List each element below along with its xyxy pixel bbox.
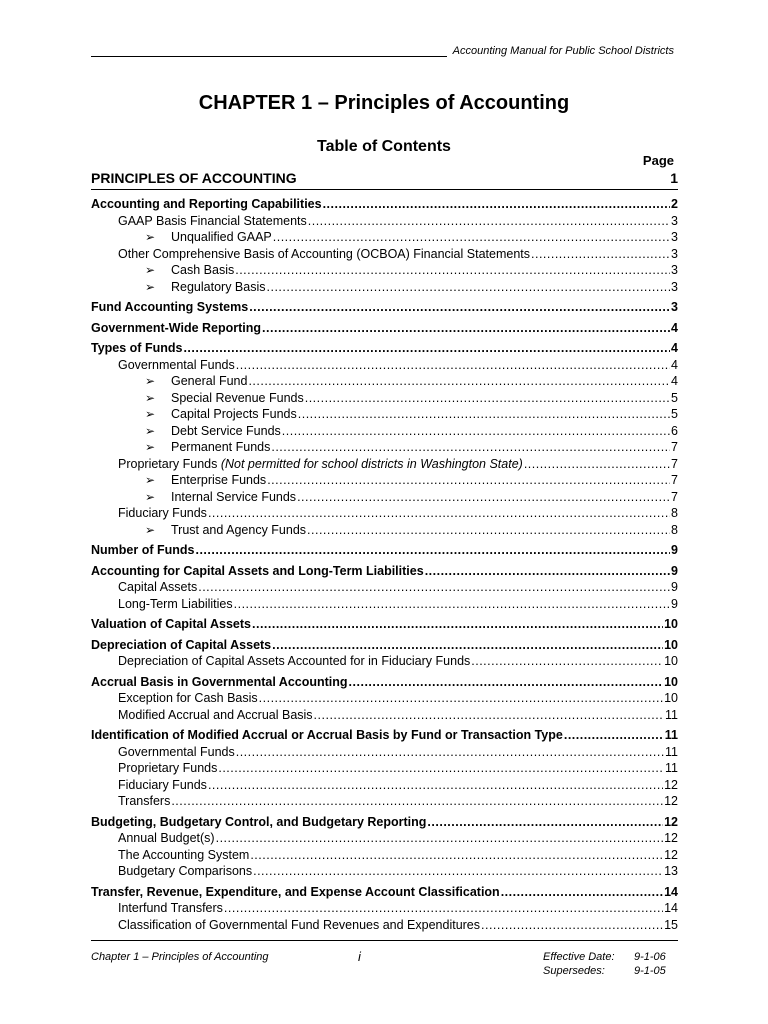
toc-entry[interactable]: [118, 357, 678, 373]
toc-entry-page: 2: [671, 197, 678, 211]
dot-leader: [208, 777, 663, 793]
toc-entry[interactable]: [91, 884, 678, 900]
toc-entry-page: 11: [665, 761, 678, 775]
footer-effective-label: Effective Date:: [543, 951, 615, 963]
toc-entry-title: Trust and Agency Funds: [171, 522, 307, 537]
toc-entry-title: Accounting for Capital Assets and Long-Term Liabilities: [91, 563, 424, 578]
toc-entry-page: 7: [671, 473, 678, 487]
toc-entry-page: 4: [671, 341, 678, 355]
toc-entry[interactable]: [118, 707, 678, 723]
toc-entry[interactable]: [145, 262, 678, 278]
toc-entry-page: 9: [671, 543, 678, 557]
toc-entry[interactable]: [145, 229, 678, 245]
dot-leader: [501, 884, 663, 900]
toc-entry-title: Other Comprehensive Basis of Accounting (OCBOA) Financial Statements: [118, 246, 530, 261]
toc-entry[interactable]: [145, 423, 678, 439]
dot-leader: [267, 472, 670, 488]
toc-entry-page: 8: [671, 522, 678, 537]
arrow-bullet-icon: ➢: [145, 423, 156, 438]
toc-entry[interactable]: [145, 439, 678, 455]
toc-entry-title: Special Revenue Funds: [171, 390, 304, 405]
toc-entry-title: Internal Service Funds: [171, 489, 297, 504]
dot-leader: [250, 847, 663, 863]
toc-title: Table of Contents: [317, 138, 451, 155]
toc-entry-page: 3: [671, 300, 678, 314]
section-heading-label: PRINCIPLES OF ACCOUNTING: [91, 170, 297, 186]
toc-entry-page: 6: [671, 423, 678, 438]
footer-page-number: i: [358, 949, 361, 964]
toc-entry-page: 8: [671, 506, 678, 520]
toc-entry[interactable]: [145, 522, 678, 538]
toc-entry-title: Cash Basis: [171, 263, 235, 277]
toc-entry-title: Classification of Governmental Fund Revenues and Expenditures: [118, 917, 481, 932]
toc-entry[interactable]: [91, 196, 678, 212]
toc-entry-note: (Not permitted for school districts in Washington State): [220, 456, 523, 471]
dot-leader: [218, 760, 664, 776]
toc-entry-title: Long-Term Liabilities: [118, 596, 233, 611]
toc-entry-page: 11: [664, 728, 678, 742]
dot-leader: [305, 390, 670, 406]
arrow-bullet-icon: ➢: [145, 230, 156, 244]
toc-entry-page: 13: [664, 864, 678, 878]
toc-entry-page: 14: [664, 884, 678, 899]
toc-entry-title: Transfer, Revenue, Expenditure, and Expense Account Classification: [91, 884, 500, 899]
toc-entry[interactable]: [118, 456, 678, 472]
footer-effective-value: 9-1-06: [634, 951, 666, 963]
arrow-bullet-icon: ➢: [145, 407, 156, 421]
toc-entry[interactable]: [118, 690, 678, 706]
toc-entry[interactable]: [118, 900, 678, 916]
toc-entry-page: 10: [664, 691, 678, 705]
arrow-bullet-icon: ➢: [145, 473, 156, 487]
running-header: Accounting Manual for Public School Districts: [452, 45, 674, 57]
toc-entry-title: Number of Funds: [91, 543, 195, 557]
toc-entry-title: Debt Service Funds: [171, 423, 281, 438]
arrow-bullet-icon: ➢: [145, 489, 156, 504]
dot-leader: [234, 596, 670, 612]
arrow-bullet-icon: ➢: [145, 374, 156, 388]
toc-entry-title: Depreciation of Capital Assets: [91, 637, 272, 652]
toc-entry[interactable]: [118, 760, 678, 776]
toc-entry-page: 12: [664, 814, 678, 829]
dot-leader: [249, 299, 670, 315]
dot-leader: [427, 814, 663, 830]
section-heading[interactable]: [91, 169, 678, 190]
toc-entry-page: 11: [665, 707, 678, 722]
dot-leader: [236, 744, 664, 760]
toc-entry[interactable]: [118, 847, 678, 863]
dot-leader: [564, 727, 664, 743]
dot-leader: [524, 456, 670, 472]
toc-entry-page: 5: [671, 407, 678, 421]
toc-entry[interactable]: [145, 472, 678, 488]
toc-entry-title: Proprietary Funds (Not permitted for school districts in Washington State): [118, 456, 523, 471]
dot-leader: [267, 279, 671, 295]
toc-entry[interactable]: [118, 917, 678, 933]
toc-entry-title: Fiduciary Funds: [118, 506, 207, 520]
toc-entry-title: Types of Funds: [91, 341, 183, 355]
dot-leader: [195, 542, 670, 558]
toc-entry-title: Governmental Funds: [118, 744, 235, 759]
arrow-bullet-icon: ➢: [145, 263, 156, 277]
toc-entry-page: 10: [664, 617, 678, 631]
dot-leader: [308, 213, 670, 229]
toc-entry[interactable]: [118, 863, 678, 879]
toc-entry[interactable]: [91, 616, 678, 632]
toc-entry-title: Budgetary Comparisons: [118, 864, 253, 878]
footer-chapter: Chapter 1 – Principles of Accounting: [91, 951, 269, 963]
toc-entry-title: Proprietary Funds: [118, 761, 218, 775]
arrow-bullet-icon: ➢: [145, 390, 156, 405]
toc-entry[interactable]: [91, 814, 678, 830]
toc-entry[interactable]: [91, 340, 678, 356]
toc-entry[interactable]: [145, 489, 678, 505]
dot-leader: [262, 320, 670, 336]
toc-entry-title: Fiduciary Funds: [118, 777, 207, 792]
toc-entry-page: 11: [665, 744, 678, 759]
dot-leader: [224, 900, 663, 916]
toc-entry-page: 4: [671, 320, 678, 335]
dot-leader: [297, 489, 670, 505]
toc-entry-title: Annual Budget(s): [118, 831, 215, 845]
toc-entry-page: 3: [671, 213, 678, 228]
toc-entry[interactable]: [145, 279, 678, 295]
arrow-bullet-icon: ➢: [145, 440, 156, 454]
toc-entry[interactable]: [118, 246, 678, 262]
toc-entry-page: 12: [664, 831, 678, 845]
toc-entry-page: 4: [671, 374, 678, 388]
toc-entry[interactable]: [118, 579, 678, 595]
toc-entry-page: 3: [671, 263, 678, 277]
toc-entry-page: 7: [671, 489, 678, 504]
toc-entry[interactable]: [91, 674, 678, 690]
toc-entry-title: Enterprise Funds: [171, 473, 267, 487]
toc-entry[interactable]: [91, 727, 678, 743]
toc-entry-page: 7: [671, 456, 678, 471]
toc-entry-page: 12: [664, 847, 678, 862]
dot-leader: [259, 690, 663, 706]
toc-entry-title: Government-Wide Reporting: [91, 320, 262, 335]
toc-entry-title: Capital Assets: [118, 580, 198, 594]
footer-supersedes-label: Supersedes:: [543, 965, 605, 977]
toc-entry[interactable]: [118, 505, 678, 521]
chapter-title: CHAPTER 1 – Principles of Accounting: [198, 92, 570, 114]
toc-entry-title: Exception for Cash Basis: [118, 691, 258, 705]
toc-entry-page: 3: [671, 279, 678, 294]
toc-entry-page: 15: [664, 917, 678, 932]
dot-leader: [481, 917, 663, 933]
dot-leader: [253, 863, 663, 879]
toc-entry[interactable]: [118, 596, 678, 612]
toc-entry-page: 14: [664, 901, 678, 915]
toc-entry-title: Permanent Funds: [171, 440, 271, 454]
page-column-label: Page: [642, 153, 674, 168]
toc-entry[interactable]: [91, 637, 678, 653]
toc-entry-page: 10: [664, 637, 678, 652]
toc-entry-title: Regulatory Basis: [171, 279, 266, 294]
toc-entry-title: Governmental Funds: [118, 357, 235, 372]
toc-entry[interactable]: [145, 406, 678, 422]
toc-entry-title: Interfund Transfers: [118, 901, 223, 915]
toc-entry-title: Fund Accounting Systems: [91, 300, 249, 314]
dot-leader: [323, 196, 670, 212]
dot-leader: [471, 653, 663, 669]
toc-entry-title: GAAP Basis Financial Statements: [118, 213, 307, 228]
dot-leader: [272, 637, 663, 653]
toc-entry-title: Depreciation of Capital Assets Accounted for in Fiduciary Funds: [118, 654, 471, 668]
toc-entry[interactable]: [118, 830, 678, 846]
toc-entry[interactable]: [118, 653, 678, 669]
dot-leader: [307, 522, 670, 538]
dot-leader: [252, 616, 663, 632]
footer-supersedes-value: 9-1-05: [634, 965, 666, 977]
toc-entry-page: 5: [671, 390, 678, 405]
dot-leader: [183, 340, 670, 356]
toc-entry-title: Capital Projects Funds: [171, 407, 297, 421]
dot-leader: [248, 373, 670, 389]
toc-entry[interactable]: [118, 793, 678, 809]
footer-rule: [91, 940, 678, 941]
toc-entry-title: Identification of Modified Accrual or Accrual Basis by Fund or Transaction Type: [91, 728, 563, 742]
toc-entry-page: 9: [671, 580, 678, 594]
toc-entry-title: The Accounting System: [118, 847, 250, 862]
dot-leader: [314, 707, 664, 723]
toc-entry[interactable]: [145, 373, 678, 389]
toc-entry-page: 10: [664, 674, 678, 689]
dot-leader: [271, 439, 670, 455]
dot-leader: [208, 505, 670, 521]
toc-entry-page: 12: [664, 777, 678, 792]
toc-entry-page: 9: [671, 563, 678, 578]
toc-entry-title: Modified Accrual and Accrual Basis: [118, 707, 313, 722]
dot-leader: [298, 406, 670, 422]
toc-entry-title: Transfers: [118, 794, 171, 808]
toc-entry-title: Valuation of Capital Assets: [91, 617, 251, 631]
toc-entry[interactable]: [91, 299, 678, 315]
dot-leader: [273, 229, 670, 245]
toc-entry-page: 4: [671, 357, 678, 372]
dot-leader: [235, 262, 670, 278]
dot-leader: [425, 563, 670, 579]
toc-entry[interactable]: [118, 777, 678, 793]
toc-entry-title: Accrual Basis in Governmental Accounting: [91, 674, 348, 689]
toc-entry-page: 7: [671, 440, 678, 454]
toc-entry[interactable]: [118, 213, 678, 229]
dot-leader: [282, 423, 670, 439]
toc-entry-title: Unqualified GAAP: [171, 230, 272, 244]
toc-entry-page: 3: [671, 230, 678, 244]
arrow-bullet-icon: ➢: [145, 279, 156, 294]
arrow-bullet-icon: ➢: [145, 522, 156, 537]
toc-entry[interactable]: [145, 390, 678, 406]
toc-entry[interactable]: [91, 563, 678, 579]
toc-entry-title: General Fund: [171, 374, 248, 388]
toc-entry-page: 3: [671, 246, 678, 261]
toc-entry-page: 12: [664, 794, 678, 808]
toc-entry-title: Accounting and Reporting Capabilities: [91, 197, 322, 211]
dot-leader: [171, 793, 663, 809]
dot-leader: [349, 674, 664, 690]
toc-entry[interactable]: [118, 744, 678, 760]
dot-leader: [198, 579, 670, 595]
dot-leader: [216, 830, 664, 846]
toc-entry-page: 10: [664, 654, 678, 668]
dot-leader: [236, 357, 670, 373]
toc-entry-title: Budgeting, Budgetary Control, and Budgetary Reporting: [91, 814, 427, 829]
toc-entry[interactable]: [91, 320, 678, 336]
header-rule: [91, 56, 447, 57]
toc-entry-page: 9: [671, 596, 678, 611]
section-heading-page: 1: [670, 170, 678, 186]
dot-leader: [531, 246, 670, 262]
toc-entry[interactable]: [91, 542, 678, 558]
